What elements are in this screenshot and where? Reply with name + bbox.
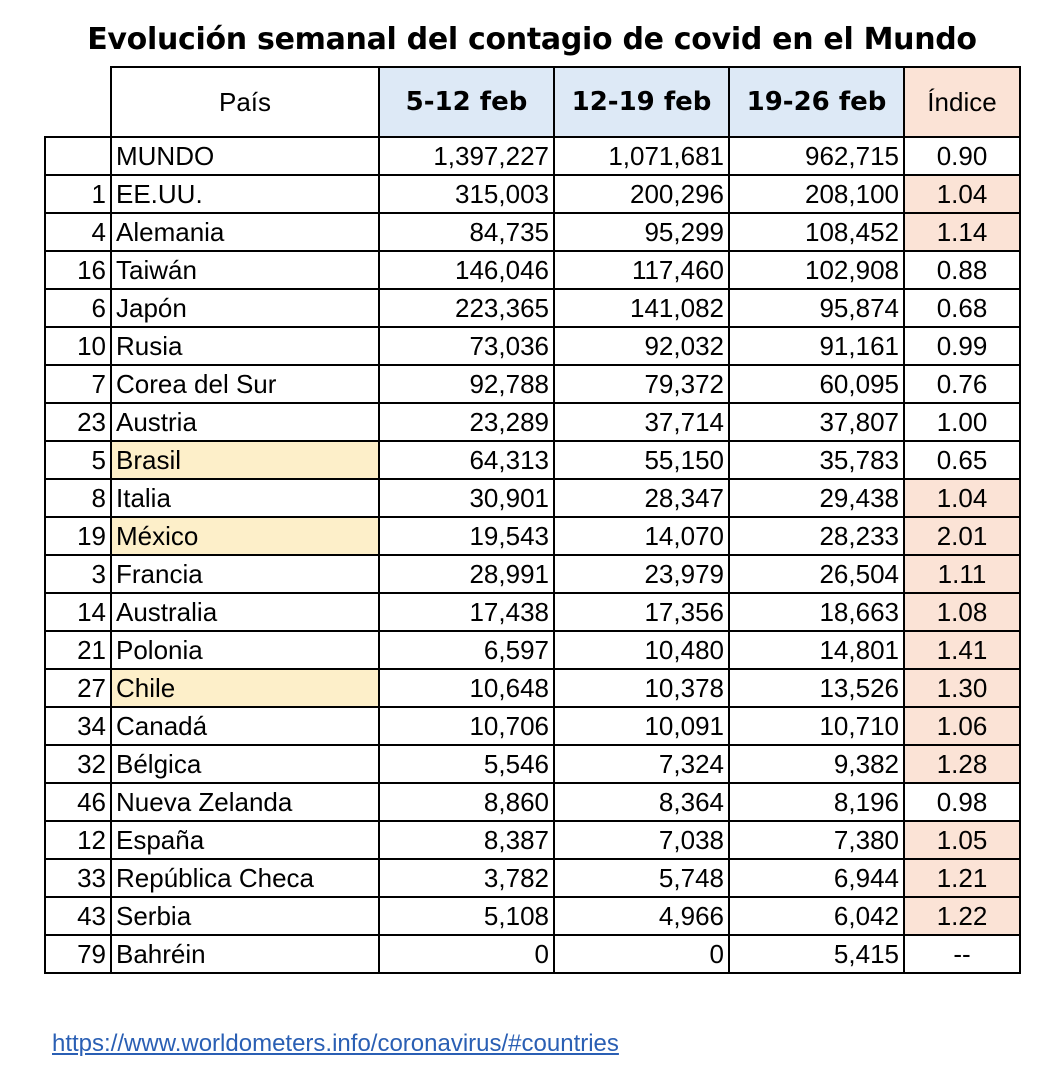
row-rank: 33 [45, 859, 111, 897]
row-index: 0.65 [904, 441, 1020, 479]
row-rank: 16 [45, 251, 111, 289]
row-country: Taiwán [111, 251, 379, 289]
row-week-2: 79,372 [554, 365, 729, 403]
page-title: Evolución semanal del contagio de covid en el Mundo [87, 22, 977, 57]
row-index: 1.41 [904, 631, 1020, 669]
row-rank: 21 [45, 631, 111, 669]
row-country: Austria [111, 403, 379, 441]
table-row [45, 745, 1020, 783]
row-week-3: 5,415 [729, 935, 904, 973]
row-country: Rusia [111, 327, 379, 365]
row-rank: 6 [45, 289, 111, 327]
row-week-2: 141,082 [554, 289, 729, 327]
row-index: -- [904, 935, 1020, 973]
row-index: 1.08 [904, 593, 1020, 631]
row-country: MUNDO [111, 137, 379, 175]
row-week-2: 4,966 [554, 897, 729, 935]
row-country: Francia [111, 555, 379, 593]
row-week-2: 117,460 [554, 251, 729, 289]
row-week-3: 37,807 [729, 403, 904, 441]
row-index: 1.04 [904, 175, 1020, 213]
row-rank: 34 [45, 707, 111, 745]
row-rank: 10 [45, 327, 111, 365]
header-week-1: 5-12 feb [379, 67, 554, 137]
row-week-1: 92,788 [379, 365, 554, 403]
row-rank: 12 [45, 821, 111, 859]
row-index: 2.01 [904, 517, 1020, 555]
row-week-2: 37,714 [554, 403, 729, 441]
row-week-3: 208,100 [729, 175, 904, 213]
header-rank-blank [45, 67, 111, 137]
row-week-1: 10,706 [379, 707, 554, 745]
table-row [45, 821, 1020, 859]
table-row [45, 783, 1020, 821]
row-country: Alemania [111, 213, 379, 251]
row-index: 1.28 [904, 745, 1020, 783]
table-row [45, 137, 1020, 175]
row-country: Brasil [111, 441, 379, 479]
table-row [45, 327, 1020, 365]
table-row [45, 859, 1020, 897]
table-row [45, 403, 1020, 441]
row-country: Australia [111, 593, 379, 631]
row-week-2: 7,038 [554, 821, 729, 859]
row-index: 1.05 [904, 821, 1020, 859]
row-week-3: 9,382 [729, 745, 904, 783]
row-week-2: 5,748 [554, 859, 729, 897]
row-rank: 7 [45, 365, 111, 403]
row-week-1: 23,289 [379, 403, 554, 441]
row-week-2: 55,150 [554, 441, 729, 479]
row-index: 1.22 [904, 897, 1020, 935]
row-week-2: 14,070 [554, 517, 729, 555]
row-index: 0.76 [904, 365, 1020, 403]
table-row [45, 593, 1020, 631]
row-week-3: 60,095 [729, 365, 904, 403]
table-row [45, 213, 1020, 251]
row-country: España [111, 821, 379, 859]
row-country: Polonia [111, 631, 379, 669]
table-row [45, 479, 1020, 517]
table-row [45, 517, 1020, 555]
table-row [45, 935, 1020, 973]
row-week-3: 18,663 [729, 593, 904, 631]
table-row [45, 897, 1020, 935]
row-week-3: 28,233 [729, 517, 904, 555]
table-row [45, 555, 1020, 593]
row-index: 1.11 [904, 555, 1020, 593]
row-index: 1.06 [904, 707, 1020, 745]
row-rank: 19 [45, 517, 111, 555]
row-rank: 46 [45, 783, 111, 821]
row-rank: 5 [45, 441, 111, 479]
row-week-2: 8,364 [554, 783, 729, 821]
row-week-3: 91,161 [729, 327, 904, 365]
row-rank [45, 137, 111, 175]
header-week-3: 19-26 feb [729, 67, 904, 137]
row-week-3: 14,801 [729, 631, 904, 669]
covid-weekly-table [44, 66, 1021, 974]
row-week-1: 223,365 [379, 289, 554, 327]
row-index: 0.99 [904, 327, 1020, 365]
row-week-2: 23,979 [554, 555, 729, 593]
row-week-3: 7,380 [729, 821, 904, 859]
row-week-3: 102,908 [729, 251, 904, 289]
table-row [45, 631, 1020, 669]
row-week-1: 19,543 [379, 517, 554, 555]
row-week-2: 200,296 [554, 175, 729, 213]
row-week-3: 26,504 [729, 555, 904, 593]
row-country: Chile [111, 669, 379, 707]
row-week-3: 13,526 [729, 669, 904, 707]
row-week-1: 30,901 [379, 479, 554, 517]
row-week-1: 5,546 [379, 745, 554, 783]
row-week-1: 0 [379, 935, 554, 973]
row-week-1: 73,036 [379, 327, 554, 365]
table-row [45, 669, 1020, 707]
row-index: 0.98 [904, 783, 1020, 821]
row-week-1: 84,735 [379, 213, 554, 251]
row-rank: 3 [45, 555, 111, 593]
row-week-1: 8,860 [379, 783, 554, 821]
row-rank: 79 [45, 935, 111, 973]
header-week-2: 12-19 feb [554, 67, 729, 137]
row-index: 0.88 [904, 251, 1020, 289]
row-week-1: 5,108 [379, 897, 554, 935]
row-week-3: 962,715 [729, 137, 904, 175]
row-week-1: 1,397,227 [379, 137, 554, 175]
row-week-3: 29,438 [729, 479, 904, 517]
row-index: 1.04 [904, 479, 1020, 517]
row-index: 1.21 [904, 859, 1020, 897]
table-row [45, 707, 1020, 745]
row-index: 0.68 [904, 289, 1020, 327]
row-rank: 8 [45, 479, 111, 517]
row-country: Italia [111, 479, 379, 517]
row-country: Japón [111, 289, 379, 327]
row-week-1: 17,438 [379, 593, 554, 631]
table-row [45, 251, 1020, 289]
row-week-1: 3,782 [379, 859, 554, 897]
row-rank: 1 [45, 175, 111, 213]
row-week-3: 8,196 [729, 783, 904, 821]
row-country: Serbia [111, 897, 379, 935]
row-rank: 43 [45, 897, 111, 935]
row-country: México [111, 517, 379, 555]
row-week-2: 17,356 [554, 593, 729, 631]
row-rank: 4 [45, 213, 111, 251]
row-week-3: 10,710 [729, 707, 904, 745]
table-row [45, 289, 1020, 327]
row-index: 0.90 [904, 137, 1020, 175]
row-index: 1.00 [904, 403, 1020, 441]
header-row [45, 67, 1020, 137]
row-week-2: 10,480 [554, 631, 729, 669]
table-row [45, 441, 1020, 479]
row-week-2: 92,032 [554, 327, 729, 365]
row-rank: 14 [45, 593, 111, 631]
row-week-3: 108,452 [729, 213, 904, 251]
row-week-3: 6,042 [729, 897, 904, 935]
row-week-1: 146,046 [379, 251, 554, 289]
row-country: Corea del Sur [111, 365, 379, 403]
header-index: Índice [904, 67, 1020, 137]
row-week-1: 28,991 [379, 555, 554, 593]
row-week-2: 1,071,681 [554, 137, 729, 175]
table-row [45, 365, 1020, 403]
row-country: Bahréin [111, 935, 379, 973]
row-rank: 27 [45, 669, 111, 707]
row-rank: 23 [45, 403, 111, 441]
row-rank: 32 [45, 745, 111, 783]
row-week-2: 0 [554, 935, 729, 973]
row-week-3: 6,944 [729, 859, 904, 897]
row-week-1: 8,387 [379, 821, 554, 859]
row-index: 1.30 [904, 669, 1020, 707]
row-week-2: 95,299 [554, 213, 729, 251]
row-week-1: 64,313 [379, 441, 554, 479]
row-country: EE.UU. [111, 175, 379, 213]
row-week-3: 95,874 [729, 289, 904, 327]
row-country: Bélgica [111, 745, 379, 783]
row-week-1: 6,597 [379, 631, 554, 669]
row-week-1: 10,648 [379, 669, 554, 707]
table-row [45, 175, 1020, 213]
row-week-2: 28,347 [554, 479, 729, 517]
row-week-1: 315,003 [379, 175, 554, 213]
row-week-2: 10,378 [554, 669, 729, 707]
row-week-2: 7,324 [554, 745, 729, 783]
header-country: País [111, 67, 379, 137]
row-week-2: 10,091 [554, 707, 729, 745]
row-country: República Checa [111, 859, 379, 897]
source-link[interactable]: https://www.worldometers.info/coronavirus/#countries [52, 1030, 619, 1057]
row-index: 1.14 [904, 213, 1020, 251]
row-week-3: 35,783 [729, 441, 904, 479]
row-country: Nueva Zelanda [111, 783, 379, 821]
row-country: Canadá [111, 707, 379, 745]
